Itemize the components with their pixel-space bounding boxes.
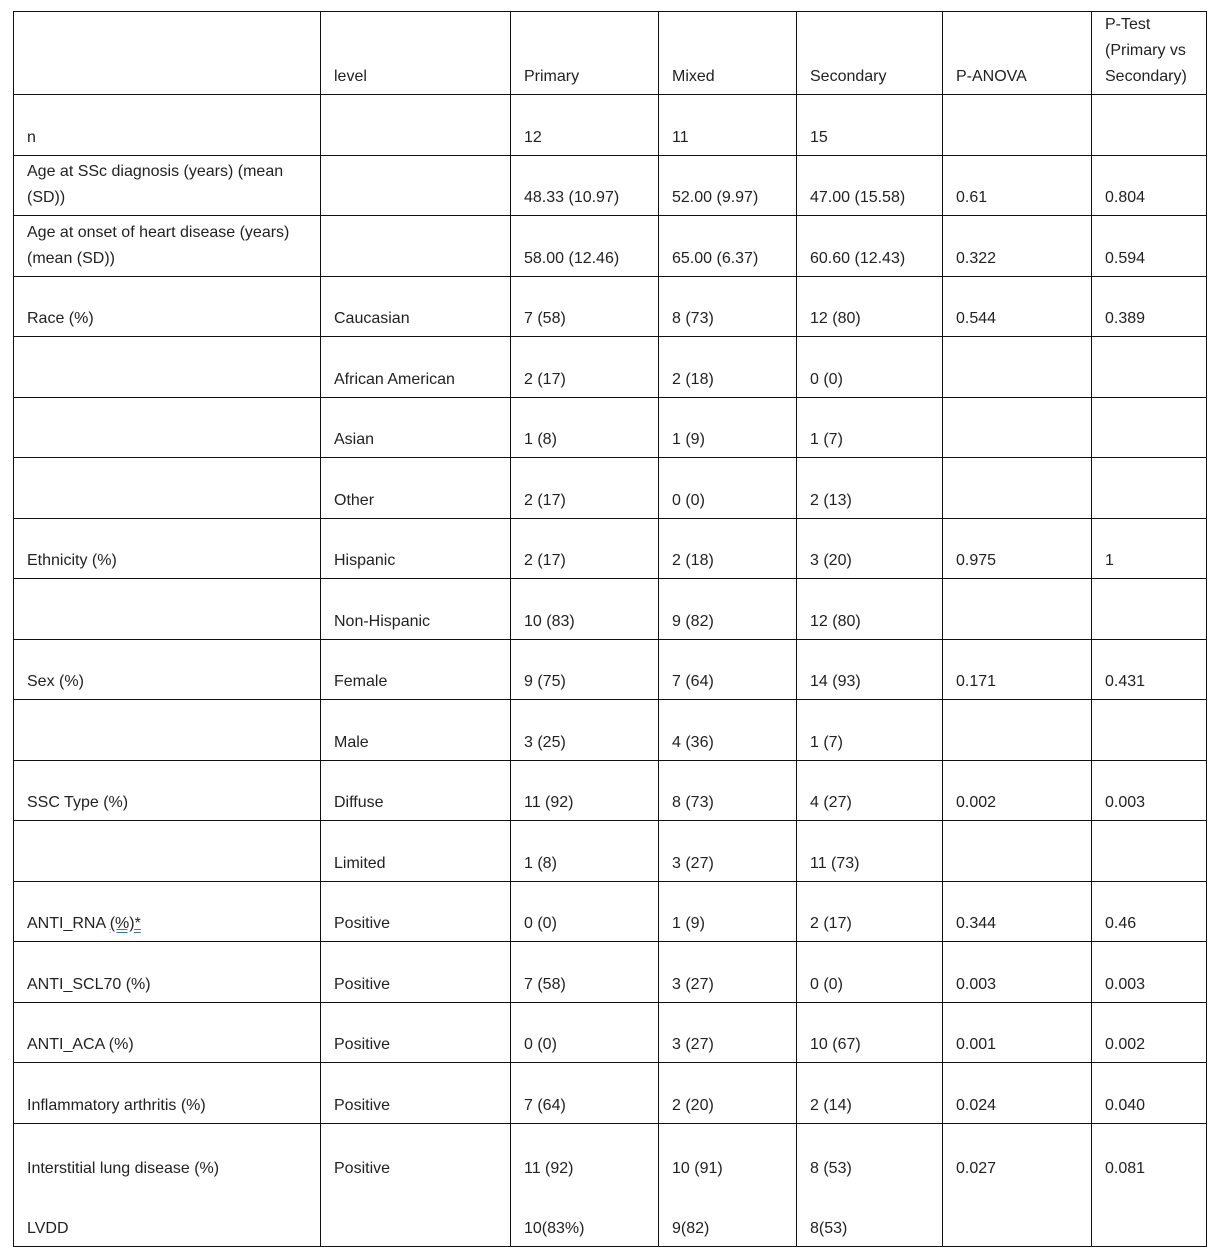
cell-primary: 2 (17) <box>511 518 659 579</box>
table-row <box>14 821 1207 882</box>
header-cell-secondary: Secondary <box>797 12 943 95</box>
cell-variable: Age at SSc diagnosis (years) (mean (SD)) <box>14 155 321 216</box>
cell-p-test <box>1092 397 1207 458</box>
cell-sub-value: LVDD <box>27 1219 69 1237</box>
cell-level: Caucasian <box>321 276 511 337</box>
cell-mixed: 2 (18) <box>659 337 797 398</box>
cell-variable <box>14 397 321 458</box>
cell-primary: 1 (8) <box>511 397 659 458</box>
table-row <box>14 216 1207 277</box>
cell-p-test <box>1092 700 1207 761</box>
cell-p-test: 0.594 <box>1092 216 1207 277</box>
cell-level: Positive <box>321 1002 511 1063</box>
cell-level: Diffuse <box>321 760 511 821</box>
cell-variable <box>14 700 321 761</box>
cell-p-anova <box>943 579 1092 640</box>
cell-level <box>321 216 511 277</box>
cell-sub-value: 9(82) <box>672 1219 710 1237</box>
cell-p-anova: 0.024 <box>943 1063 1092 1124</box>
cell-secondary: 12 (80) <box>797 579 943 640</box>
cell-variable <box>14 821 321 882</box>
cell-variable <box>14 1123 321 1246</box>
cell-p-test: 0.46 <box>1092 881 1207 942</box>
cell-mixed: 1 (9) <box>659 397 797 458</box>
cell-p-anova: 0.001 <box>943 1002 1092 1063</box>
cell-variable: Race (%) <box>14 276 321 337</box>
cell-secondary: 1 (7) <box>797 700 943 761</box>
cell-p-anova: 0.544 <box>943 276 1092 337</box>
cell-main-value: 8 (53) <box>810 1159 852 1177</box>
cell-secondary: 12 (80) <box>797 276 943 337</box>
cell-primary: 7 (58) <box>511 942 659 1003</box>
cell-p-anova: 0.61 <box>943 155 1092 216</box>
cell-secondary: 11 (73) <box>797 821 943 882</box>
cell-primary: 10 (83) <box>511 579 659 640</box>
cell-mixed: 4 (36) <box>659 700 797 761</box>
cell-variable: ANTI_SCL70 (%) <box>14 942 321 1003</box>
cell-p-test <box>1092 458 1207 519</box>
cell-sub-value: 10(83%) <box>524 1219 585 1237</box>
cell-secondary: 3 (20) <box>797 518 943 579</box>
cell-primary: 9 (75) <box>511 639 659 700</box>
cell-primary: 2 (17) <box>511 337 659 398</box>
baseline-characteristics-table <box>13 11 1207 1247</box>
cell-mixed: 1 (9) <box>659 881 797 942</box>
table-row <box>14 881 1207 942</box>
cell-variable: SSC Type (%) <box>14 760 321 821</box>
cell-level: Positive <box>321 1063 511 1124</box>
cell-p-test: 1 <box>1092 518 1207 579</box>
cell-level: Limited <box>321 821 511 882</box>
cell-level <box>321 1123 511 1246</box>
cell-secondary: 2 (14) <box>797 1063 943 1124</box>
table-row <box>14 639 1207 700</box>
cell-primary: 48.33 (10.97) <box>511 155 659 216</box>
cell-mixed: 8 (73) <box>659 760 797 821</box>
cell-main-value: 11 (92) <box>524 1159 574 1177</box>
cell-variable: Ethnicity (%) <box>14 518 321 579</box>
cell-secondary: 47.00 (15.58) <box>797 155 943 216</box>
cell-p-test <box>1092 821 1207 882</box>
cell-mixed: 0 (0) <box>659 458 797 519</box>
table-row <box>14 942 1207 1003</box>
cell-secondary: 2 (13) <box>797 458 943 519</box>
cell-variable <box>14 458 321 519</box>
cell-p-anova <box>943 337 1092 398</box>
table-row <box>14 155 1207 216</box>
table-row <box>14 1002 1207 1063</box>
cell-level: Hispanic <box>321 518 511 579</box>
cell-p-test <box>1092 95 1207 156</box>
header-cell-level: level <box>321 12 511 95</box>
cell-primary: 0 (0) <box>511 1002 659 1063</box>
cell-p-anova <box>943 1123 1092 1246</box>
cell-p-test: 0.389 <box>1092 276 1207 337</box>
cell-level: African American <box>321 337 511 398</box>
header-cell-variable <box>14 12 321 95</box>
cell-mixed: 52.00 (9.97) <box>659 155 797 216</box>
cell-main-value: Positive <box>334 1159 391 1177</box>
cell-level: Positive <box>321 881 511 942</box>
cell-main-value: 0.081 <box>1105 1159 1146 1177</box>
table-row <box>14 700 1207 761</box>
cell-primary: 11 (92) <box>511 760 659 821</box>
table-row <box>14 276 1207 337</box>
cell-secondary: 15 <box>797 95 943 156</box>
cell-main-value: 0.027 <box>956 1159 997 1177</box>
cell-level: Male <box>321 700 511 761</box>
cell-mixed: 65.00 (6.37) <box>659 216 797 277</box>
cell-primary <box>511 1123 659 1246</box>
table-row <box>14 518 1207 579</box>
cell-p-test: 0.003 <box>1092 942 1207 1003</box>
cell-p-test: 0.431 <box>1092 639 1207 700</box>
header-cell-p-anova: P-ANOVA <box>943 12 1092 95</box>
cell-mixed: 2 (18) <box>659 518 797 579</box>
cell-secondary: 1 (7) <box>797 397 943 458</box>
cell-secondary <box>797 1123 943 1246</box>
grammar-mark: (%)* <box>109 915 141 932</box>
cell-p-test <box>1092 337 1207 398</box>
cell-mixed: 11 <box>659 95 797 156</box>
cell-primary: 3 (25) <box>511 700 659 761</box>
cell-level <box>321 155 511 216</box>
cell-mixed: 3 (27) <box>659 821 797 882</box>
cell-variable <box>14 579 321 640</box>
table-row <box>14 1123 1207 1246</box>
cell-p-anova: 0.322 <box>943 216 1092 277</box>
cell-primary: 0 (0) <box>511 881 659 942</box>
cell-variable: n <box>14 95 321 156</box>
cell-mixed: 8 (73) <box>659 276 797 337</box>
cell-level <box>321 95 511 156</box>
cell-variable <box>14 337 321 398</box>
cell-p-anova: 0.171 <box>943 639 1092 700</box>
cell-secondary: 10 (67) <box>797 1002 943 1063</box>
cell-primary: 12 <box>511 95 659 156</box>
table-row <box>14 579 1207 640</box>
cell-p-anova: 0.002 <box>943 760 1092 821</box>
cell-secondary: 4 (27) <box>797 760 943 821</box>
cell-secondary: 60.60 (12.43) <box>797 216 943 277</box>
cell-secondary: 2 (17) <box>797 881 943 942</box>
cell-level: Asian <box>321 397 511 458</box>
cell-mixed <box>659 1123 797 1246</box>
cell-secondary: 0 (0) <box>797 337 943 398</box>
cell-p-test: 0.003 <box>1092 760 1207 821</box>
table-row <box>14 1063 1207 1124</box>
cell-mixed: 3 (27) <box>659 942 797 1003</box>
cell-variable: ANTI_ACA (%) <box>14 1002 321 1063</box>
cell-p-test: 0.040 <box>1092 1063 1207 1124</box>
cell-level: Other <box>321 458 511 519</box>
cell-primary: 58.00 (12.46) <box>511 216 659 277</box>
header-row <box>14 12 1207 95</box>
cell-primary: 2 (17) <box>511 458 659 519</box>
cell-secondary: 0 (0) <box>797 942 943 1003</box>
cell-primary: 7 (64) <box>511 1063 659 1124</box>
cell-main-value: 10 (91) <box>672 1159 723 1177</box>
cell-p-anova <box>943 458 1092 519</box>
cell-mixed: 9 (82) <box>659 579 797 640</box>
cell-variable: Sex (%) <box>14 639 321 700</box>
cell-level: Non-Hispanic <box>321 579 511 640</box>
cell-variable: Age at onset of heart disease (years) (mean (SD)) <box>14 216 321 277</box>
cell-p-test <box>1092 1123 1207 1246</box>
cell-mixed: 7 (64) <box>659 639 797 700</box>
cell-primary: 7 (58) <box>511 276 659 337</box>
cell-p-test <box>1092 579 1207 640</box>
cell-mixed: 2 (20) <box>659 1063 797 1124</box>
cell-p-test: 0.804 <box>1092 155 1207 216</box>
table-row <box>14 760 1207 821</box>
cell-p-anova <box>943 821 1092 882</box>
table-row <box>14 458 1207 519</box>
cell-variable: ANTI_RNA (%)* <box>14 881 321 942</box>
cell-secondary: 14 (93) <box>797 639 943 700</box>
table-row <box>14 397 1207 458</box>
header-cell-p-test: P-Test (Primary vs Secondary) <box>1092 12 1207 95</box>
cell-level: Female <box>321 639 511 700</box>
cell-p-test: 0.002 <box>1092 1002 1207 1063</box>
cell-p-anova <box>943 397 1092 458</box>
cell-sub-value: 8(53) <box>810 1219 848 1237</box>
cell-p-anova <box>943 700 1092 761</box>
cell-p-anova: 0.003 <box>943 942 1092 1003</box>
table-row <box>14 337 1207 398</box>
cell-primary: 1 (8) <box>511 821 659 882</box>
cell-p-anova: 0.344 <box>943 881 1092 942</box>
cell-p-anova: 0.975 <box>943 518 1092 579</box>
header-cell-mixed: Mixed <box>659 12 797 95</box>
header-cell-primary: Primary <box>511 12 659 95</box>
table-row <box>14 95 1207 156</box>
cell-p-anova <box>943 95 1092 156</box>
cell-variable: Inflammatory arthritis (%) <box>14 1063 321 1124</box>
cell-mixed: 3 (27) <box>659 1002 797 1063</box>
cell-main-value: Interstitial lung disease (%) <box>27 1159 220 1177</box>
cell-level: Positive <box>321 942 511 1003</box>
